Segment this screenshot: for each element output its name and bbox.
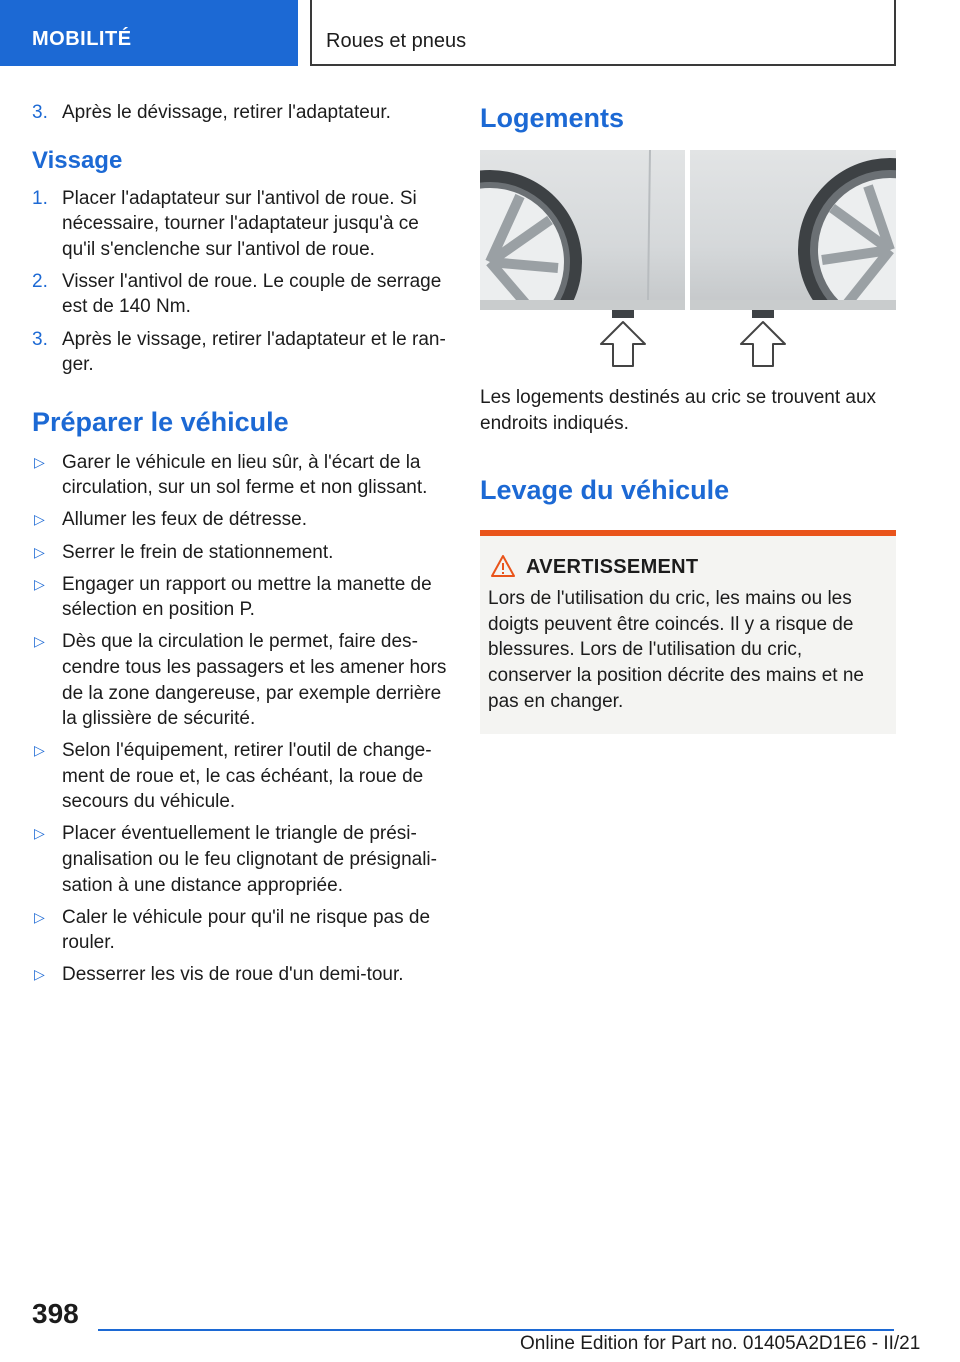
footer-rule: [98, 1329, 894, 1331]
step-text: Après le vissage, retirer l'adaptateur et le ranger.: [62, 328, 446, 376]
bullet-text: Serrer le frein de stationnement.: [62, 541, 334, 563]
logements-caption: Les logements destinés au cric se trouvent aux endroits indiqués.: [480, 387, 877, 434]
bullet-text: Placer éventuellement le triangle de présignalisation ou le feu clignotant de présignalisation à une distance appropriée.: [62, 823, 437, 896]
list-item: [32, 450, 448, 501]
list-item: [32, 905, 448, 956]
triangle-bullet-icon: ▷: [34, 511, 45, 528]
step-number: 2.: [32, 270, 48, 292]
step-text: Placer l'adaptateur sur l'antivol de roue. Si nécessaire, tourner l'adaptateur jusqu'à ce qu'il s'enclenche sur l'antivol de roue.: [62, 187, 419, 260]
levage-heading: Levage du véhicule: [480, 475, 730, 506]
warning-title: [488, 554, 888, 580]
list-item: [32, 821, 448, 898]
prep-heading: Préparer le véhicule: [32, 406, 289, 437]
list-item: [32, 269, 448, 320]
edition-text: Online Edition for Part no. 01405A2D1E6 - II/21: [520, 1333, 921, 1354]
list-item: [32, 572, 448, 623]
section-title: MOBILITÉ: [32, 28, 132, 50]
step-number: 1.: [32, 187, 48, 209]
vissage-heading: Vissage: [32, 146, 123, 174]
section-tab: [0, 0, 298, 66]
bullet-text: Dès que la circulation le permet, faire descendre tous les passagers et les amener hors de la zone dangereuse, par exemple derrière la glissière de sécurité.: [62, 631, 447, 730]
step-number: 3.: [32, 102, 48, 123]
list-item: [32, 186, 448, 263]
logements-heading: Logements: [480, 103, 625, 133]
bullet-text: Allumer les feux de détresse.: [62, 509, 308, 531]
triangle-bullet-icon: ▷: [34, 742, 45, 759]
list-item: [32, 962, 448, 988]
triangle-bullet-icon: ▷: [34, 908, 45, 925]
chapter-title: Roues et pneus: [326, 30, 467, 52]
list-item: [32, 100, 448, 126]
list-item: [32, 327, 448, 378]
warning-title-text: AVERTISSEMENT: [526, 556, 699, 579]
step-text: Après le dévissage, retirer l'adaptateur.: [62, 102, 391, 123]
page-number: 398: [32, 1298, 79, 1329]
list-item: [32, 507, 448, 533]
bullet-text: Engager un rapport ou mettre la manette de sélection en position P.: [62, 573, 432, 621]
warning-text: Lors de l'utilisation du cric, les mains ou les doigts peuvent être coincés. Il y a risque de blessures. Lors de l'utilisation du cric, conserver la position décrite des mains et ne pas en changer.: [488, 588, 864, 712]
step-text: Visser l'antivol de roue. Le couple de serrage est de 140 Nm.: [62, 270, 442, 318]
bullet-text: Selon l'équipement, retirer l'outil de changement de roue et, le cas échéant, la roue de secours du véhicule.: [62, 740, 432, 813]
bullet-text: Garer le véhicule en lieu sûr, à l'écart de la circulation, sur un sol ferme et non glissant.: [62, 451, 428, 499]
bullet-text: Caler le véhicule pour qu'il ne risque pas de rouler.: [62, 906, 431, 954]
triangle-bullet-icon: ▷: [34, 575, 45, 592]
left-column: [32, 100, 448, 995]
bullet-text: Desserrer les vis de roue d'un demi-tour.: [62, 964, 404, 986]
jack-points-illustration: [480, 150, 896, 368]
warning-triangle-icon: [490, 554, 516, 585]
step-number: 3.: [32, 328, 48, 350]
triangle-bullet-icon: ▷: [34, 633, 45, 650]
triangle-bullet-icon: ▷: [34, 543, 45, 560]
right-column: [480, 100, 896, 734]
triangle-bullet-icon: ▷: [34, 453, 45, 470]
warning-box: [480, 530, 896, 734]
triangle-bullet-icon: ▷: [34, 966, 45, 983]
list-item: [32, 738, 448, 815]
triangle-bullet-icon: ▷: [34, 825, 45, 842]
list-item: [32, 540, 448, 566]
list-item: [32, 629, 448, 731]
chapter-header: [310, 0, 896, 66]
